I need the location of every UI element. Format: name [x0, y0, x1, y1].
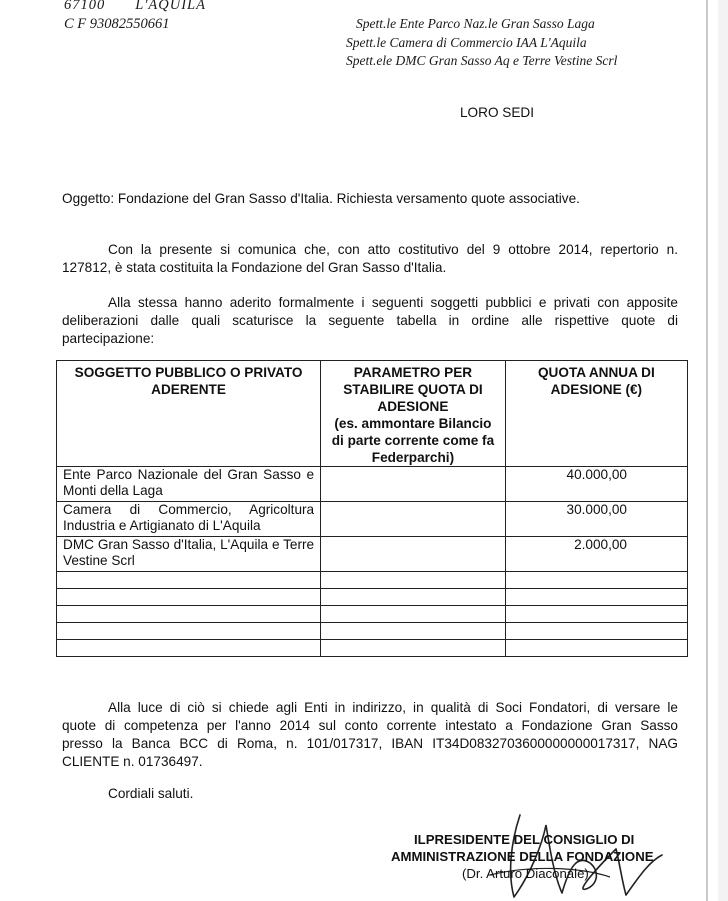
page-edge-margin	[718, 0, 728, 901]
paragraph-line: deliberazioni dalle quali scaturisce la seguente tabella in ordine alle rispettive quote di	[62, 313, 678, 328]
closing-greeting: Cordiali saluti.	[108, 786, 194, 801]
paragraph-line: Alla luce di ciò si chiede agli Enti in indirizzo, in qualità di Soci Fondatori, di versare le	[108, 700, 678, 715]
header-soggetto: SOGGETTO PUBBLICO O PRIVATO ADERENTE	[57, 361, 321, 467]
paragraph-line: presso la Banca BCC di Roma, n. 101/017317, IBAN IT34D0832703600000000017317, NAG	[62, 736, 678, 751]
signature-title-1: ILPRESIDENTE DEL CONSIGLIO DI	[414, 832, 635, 847]
signatory-name: (Dr. Arturo Diaconale)	[462, 866, 589, 881]
paragraph-line: Con la presente si comunica che, con atto costitutivo del 9 ottobre 2014, repertorio n.	[108, 242, 678, 257]
table-row	[57, 502, 688, 537]
paragraph-payment	[62, 699, 678, 771]
header-parametro-title: PARAMETRO PER STABILIRE QUOTA DI ADESIONE	[343, 365, 483, 414]
header-quota: QUOTA ANNUA DI ADESIONE (€)	[505, 361, 687, 467]
cell-quota: 30.000,00	[505, 502, 687, 537]
paragraph-line: quote di competenza per l'anno 2014 sul conto corrente intestato a Fondazione Gran Sasso	[62, 718, 678, 733]
cell-soggetto: Ente Parco Nazionale del Gran Sasso e Monti della Laga	[57, 467, 321, 502]
recipient-2: Spett.le Camera di Commercio IAA L'Aquila	[346, 35, 587, 50]
sender-city: L'AQUILA	[135, 0, 206, 13]
quota-table	[56, 360, 688, 657]
recipient-3: Spett.ele DMC Gran Sasso Aq e Terre Vestine Scrl	[346, 53, 618, 68]
paragraph-line: partecipazione:	[62, 331, 155, 346]
paragraph-intro	[62, 241, 678, 277]
paragraph-members	[62, 294, 678, 348]
cell-parametro	[321, 502, 506, 537]
subject-line: Oggetto: Fondazione del Gran Sasso d'Italia. Richiesta versamento quote associative.	[62, 191, 580, 206]
cell-quota: 40.000,00	[505, 467, 687, 502]
cell-soggetto: DMC Gran Sasso d'Italia, L'Aquila e Terre Vestine Scrl	[57, 537, 321, 572]
signature-title-2: AMMINISTRAZIONE DELLA FONDAZIONE	[391, 849, 654, 864]
table-row-empty	[57, 623, 688, 640]
loro-sedi: LORO SEDI	[460, 105, 535, 120]
header-parametro	[321, 361, 506, 467]
table-row-empty	[57, 606, 688, 623]
recipient-1: Spett.le Ente Parco Naz.le Gran Sasso Laga	[356, 16, 595, 31]
sender-city-line	[64, 0, 206, 14]
paragraph-line: 127812, è stata costituita la Fondazione del Gran Sasso d'Italia.	[62, 260, 447, 275]
table-row-empty	[57, 572, 688, 589]
header-parametro-note: (es. ammontare Bilancio di parte corrente come fa Federparchi)	[331, 416, 495, 465]
table-row-empty	[57, 640, 688, 657]
cell-parametro	[321, 467, 506, 502]
paragraph-line: CLIENTE n. 01736497.	[62, 754, 203, 769]
table-row	[57, 467, 688, 502]
sender-fiscal-code: C F 93082550661	[64, 16, 170, 32]
table-row-empty	[57, 589, 688, 606]
cell-quota: 2.000,00	[505, 537, 687, 572]
table-row	[57, 537, 688, 572]
sender-city-code: 67100	[64, 0, 106, 13]
cell-parametro	[321, 537, 506, 572]
paragraph-line: Alla stessa hanno aderito formalmente i seguenti soggetti pubblici e privati con apposite	[108, 295, 678, 310]
cell-soggetto: Camera di Commercio, Agricoltura Industria e Artigianato di L'Aquila	[57, 502, 321, 537]
page-edge-shadow	[706, 0, 708, 901]
